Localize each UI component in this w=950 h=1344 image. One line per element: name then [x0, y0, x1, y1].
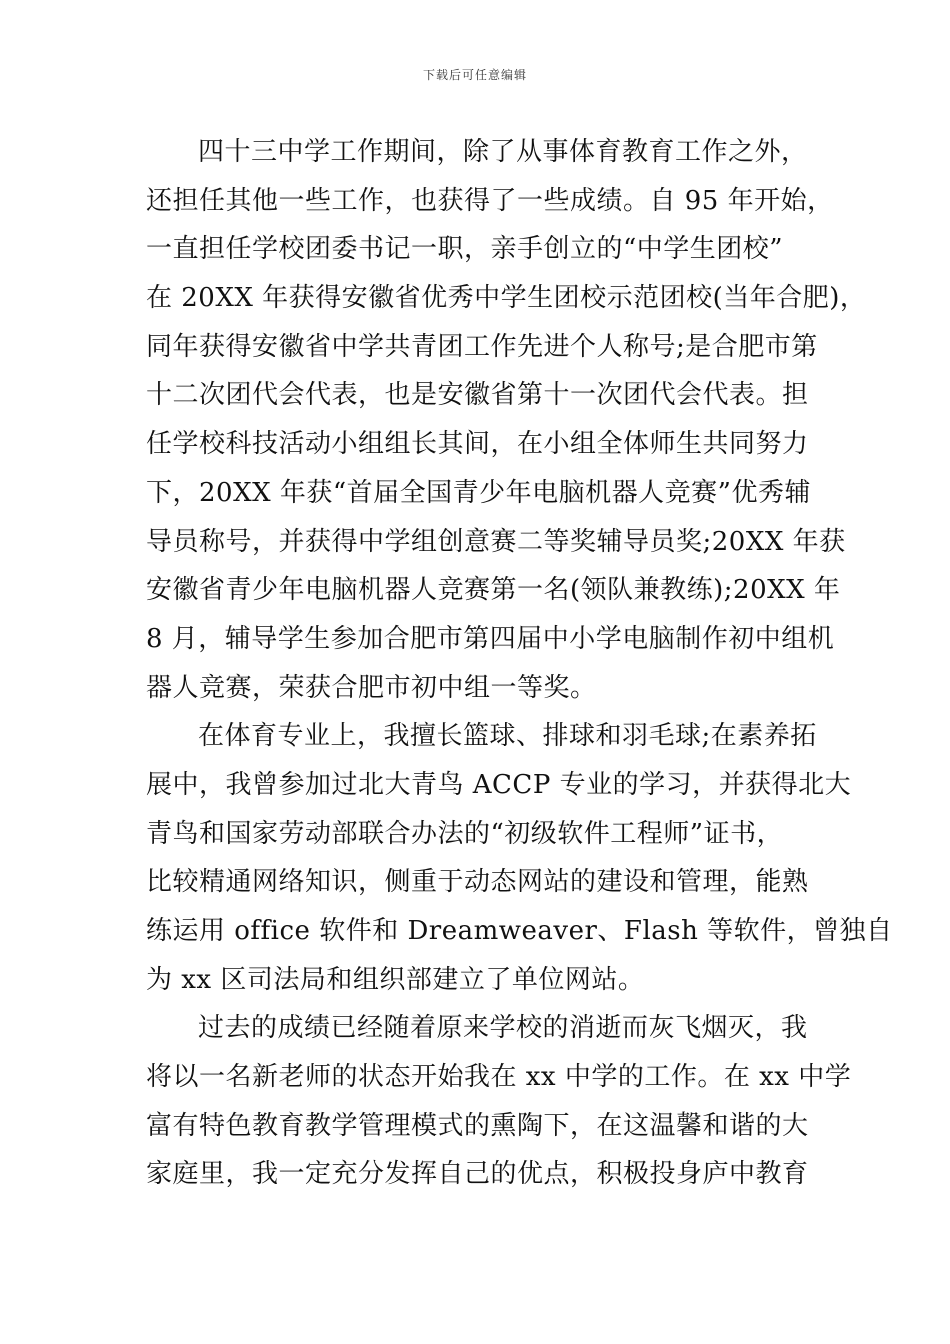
text-line: 任学校科技活动小组组长其间，在小组全体师生共同努力: [146, 429, 809, 460]
text-line: 四十三中学工作期间，除了从事体育教育工作之外，: [198, 137, 808, 167]
text-line: 一直担任学校团委书记一职，亲手创立的“中学生团校”: [146, 234, 784, 265]
text-line: 在 20XX 年获得安徽省优秀中学生团校示范团校(当年合肥)，: [146, 283, 867, 314]
paragraph-3: [146, 1004, 852, 1199]
text-line: 8 月，辅导学生参加合肥市第四届中小学电脑制作初中组机: [146, 623, 835, 654]
text-line: 在体育专业上，我擅长篮球、排球和羽毛球;在素养拓: [198, 721, 817, 752]
text-line: 家庭里，我一定充分发挥自己的优点，积极投身庐中教育: [146, 1159, 809, 1190]
text-line: 展中，我曾参加过北大青鸟 ACCP 专业的学习，并获得北大: [146, 769, 852, 800]
text-line: 比较精通网络知识，侧重于动态网站的建设和管理，能熟: [146, 867, 809, 898]
text-line: 安徽省青少年电脑机器人竞赛第一名(领队兼教练);20XX 年: [146, 575, 841, 606]
text-line: 器人竞赛，荣获合肥市初中组一等奖。: [146, 672, 597, 703]
text-line: 青鸟和国家劳动部联合办法的“初级软件工程师”证书，: [146, 818, 784, 849]
text-line: 十二次团代会代表，也是安徽省第十一次团代会代表。担: [146, 380, 809, 411]
text-line: 练运用 office 软件和 Dreamweaver、Flash 等软件，曾独自: [146, 916, 893, 946]
document-body: [146, 128, 893, 1199]
text-line: 导员称号，并获得中学组创意赛二等奖辅导员奖;20XX 年获: [146, 526, 846, 557]
text-line: 富有特色教育教学管理模式的熏陶下，在这温馨和谐的大: [146, 1110, 809, 1141]
paragraph-2: [146, 712, 893, 1004]
page-header: 下载后可任意编辑: [422, 68, 527, 82]
text-line: 还担任其他一些工作，也获得了一些成绩。自 95 年开始，: [146, 185, 834, 216]
text-line: 同年获得安徽省中学共青团工作先进个人称号;是合肥市第: [146, 331, 818, 362]
text-line: 过去的成绩已经随着原来学校的消逝而灰飞烟灭，我: [198, 1013, 808, 1044]
text-line: 将以一名新老师的状态开始我在 xx 中学的工作。在 xx 中学: [146, 1062, 852, 1093]
text-line: 下，20XX 年获“首届全国青少年电脑机器人竞赛”优秀辅: [146, 477, 811, 508]
text-line: 为 xx 区司法局和组织部建立了单位网站。: [146, 964, 645, 995]
paragraph-1: [146, 128, 867, 712]
